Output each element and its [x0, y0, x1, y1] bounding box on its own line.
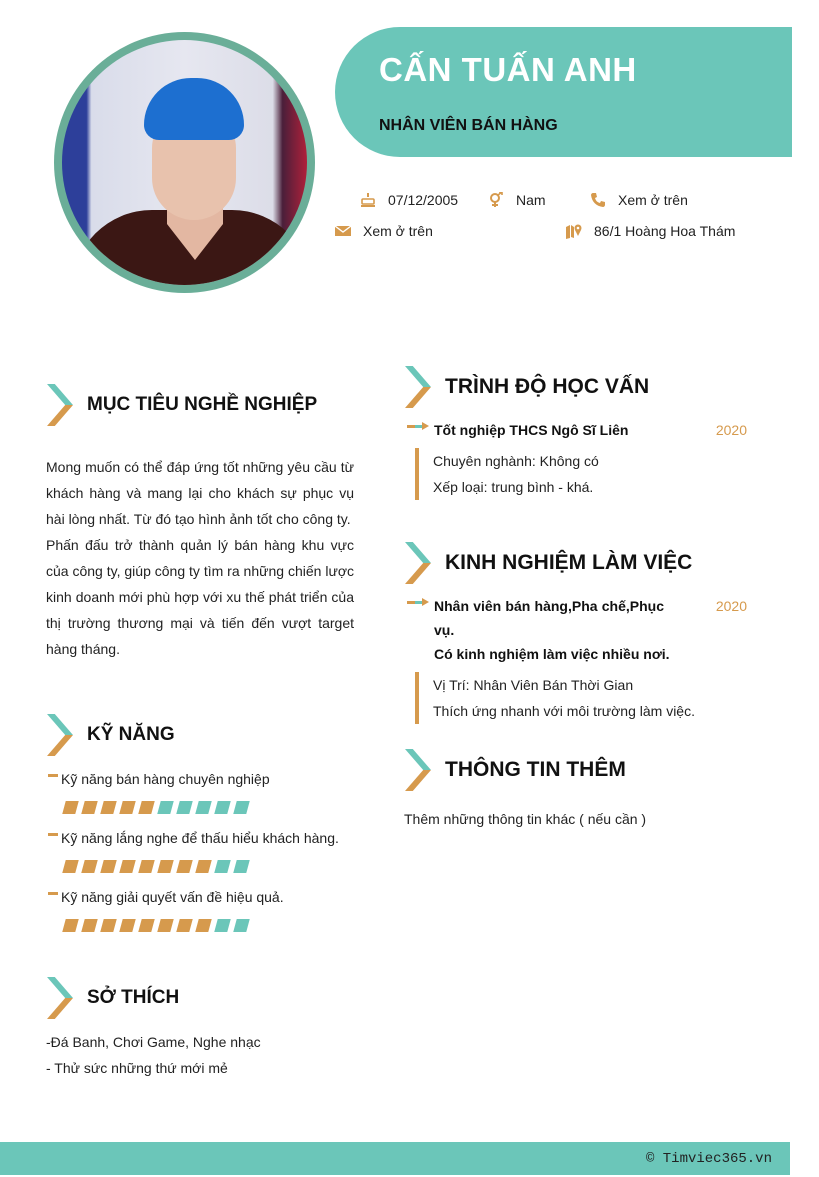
phone-icon — [590, 192, 606, 208]
education-detail: Chuyên nghành: Không có — [433, 453, 599, 469]
skill-rating-bar — [64, 919, 348, 932]
gender-value: Nam — [516, 192, 546, 208]
career-goal-paragraph-1: Mong muốn có thể đáp ứng tốt những yêu cầu từ khách hàng và mang lại cho khách sự phục vụ hài lòng nhất. Từ đó tạo hình ảnh tốt cho công ty. — [46, 459, 354, 527]
section-additional-header — [405, 749, 626, 791]
skill-rating-bar — [64, 860, 348, 873]
hobbies-list — [46, 1029, 354, 1081]
experience-title: Nhân viên bán hàng,Pha chế,Phục vụ. — [434, 598, 664, 638]
education-entry — [407, 418, 747, 500]
hobby-line: -Đá Banh, Chơi Game, Nghe nhạc — [46, 1034, 261, 1050]
job-title: NHÂN VIÊN BÁN HÀNG — [379, 117, 558, 134]
avatar-frame — [54, 32, 315, 293]
copyright-text: © Timviec365.vn — [645, 1151, 772, 1167]
education-detail: Xếp loại: trung bình - khá. — [433, 479, 594, 495]
section-title: KỸ NĂNG — [87, 724, 175, 745]
additional-info-text: Thêm những thông tin khác ( nếu cần ) — [404, 811, 647, 827]
section-education-header — [405, 366, 649, 408]
experience-entry — [407, 594, 747, 724]
address-value: 86/1 Hoàng Hoa Thám — [594, 223, 736, 239]
chevron-icon — [405, 366, 431, 408]
info-address — [566, 223, 735, 239]
hobby-line: - Thử sức những thứ mới mẻ — [46, 1060, 228, 1076]
dash-icon — [48, 833, 58, 836]
skill-rating-bar — [64, 801, 348, 814]
skill-label: Kỹ năng lắng nghe để thấu hiểu khách hàng. — [61, 830, 339, 846]
section-title: THÔNG TIN THÊM — [445, 758, 626, 781]
dash-icon — [48, 892, 58, 895]
info-email — [335, 223, 433, 239]
full-name: CẤN TUẤN ANH — [379, 51, 637, 88]
education-details — [415, 448, 747, 500]
avatar-hair — [144, 78, 244, 140]
skill-label: Kỹ năng giải quyết vấn đề hiệu quả. — [61, 889, 284, 905]
section-title: KINH NGHIỆM LÀM VIỆC — [445, 551, 693, 574]
footer-bar — [0, 1142, 790, 1175]
education-title: Tốt nghiệp THCS Ngô Sĩ Liên — [434, 422, 629, 438]
skill-item — [48, 769, 348, 814]
experience-year: 2020 — [715, 598, 747, 614]
section-career-goal-header — [47, 384, 317, 426]
chevron-icon — [47, 714, 73, 756]
chevron-icon — [405, 542, 431, 584]
section-skills-header — [47, 714, 175, 756]
map-marker-icon — [566, 223, 582, 239]
info-gender — [488, 192, 546, 208]
birthday-value: 07/12/2005 — [388, 192, 459, 208]
chevron-icon — [47, 977, 73, 1019]
skill-item — [48, 828, 348, 873]
info-phone — [590, 192, 688, 208]
info-birthday — [360, 192, 458, 208]
experience-detail: Thích ứng nhanh với môi trường làm việc. — [433, 703, 695, 719]
section-title: TRÌNH ĐỘ HỌC VẤN — [445, 375, 650, 398]
section-title: MỤC TIÊU NGHỀ NGHIỆP — [87, 394, 318, 415]
skill-item — [48, 887, 348, 932]
email-value: Xem ở trên — [363, 223, 433, 239]
chevron-icon — [47, 384, 73, 426]
gender-icon — [488, 192, 504, 208]
arrow-right-icon — [407, 596, 429, 610]
experience-details — [415, 672, 747, 724]
name-banner — [335, 27, 792, 157]
education-year: 2020 — [715, 422, 747, 438]
dash-icon — [48, 774, 58, 777]
chevron-icon — [405, 749, 431, 791]
experience-subtitle: Có kinh nghiệm làm việc nhiều nơi. — [434, 646, 670, 662]
section-experience-header — [405, 542, 692, 584]
phone-value: Xem ở trên — [618, 192, 688, 208]
experience-detail: Vị Trí: Nhân Viên Bán Thời Gian — [433, 677, 634, 693]
section-hobbies-header — [47, 977, 179, 1019]
career-goal-text — [46, 454, 354, 662]
arrow-right-icon — [407, 420, 429, 434]
cake-icon — [360, 192, 376, 208]
envelope-icon — [335, 225, 351, 237]
section-title: SỞ THÍCH — [87, 987, 180, 1008]
skill-label: Kỹ năng bán hàng chuyên nghiệp — [61, 771, 270, 787]
career-goal-paragraph-2: Phấn đấu trở thành quản lý bán hàng khu vực của công ty, giúp công ty tìm ra những chiến lược kinh doanh mới phù hợp với xu thế phát triển của thị trường thương mại và tiến đến vượt target hàng tháng. — [46, 537, 354, 657]
avatar-photo — [62, 40, 307, 285]
